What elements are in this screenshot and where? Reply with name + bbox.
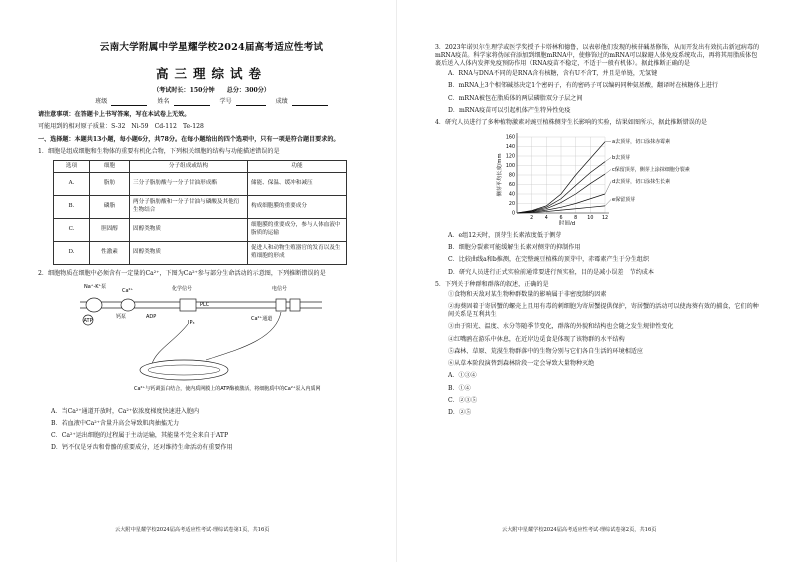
series-label: c保留顶芽，侧芽上涂抹细胞分裂素 bbox=[612, 167, 690, 173]
diagram-label-electric: 电信号 bbox=[272, 285, 288, 292]
table-cell: 性激素 bbox=[90, 241, 130, 264]
table-cell: 脂肪 bbox=[90, 172, 130, 195]
question-4-option-c: C．比较曲线a和b推测，在完整豌豆植株的顶芽中，赤霉素产生于分生组织 bbox=[448, 256, 650, 264]
na-k-pump-shape bbox=[86, 298, 102, 312]
question-5-item: ④红嘴鸥在游乐中休息，在近岸边觅食是体现了该物群的水平结构 bbox=[448, 335, 625, 343]
table-row bbox=[54, 195, 347, 218]
question-4-option-a: A．e组12天时，顶芽生长素浓度低于侧芽 bbox=[448, 232, 562, 240]
y-tick-label: 160 bbox=[505, 135, 515, 141]
table-cell: D. bbox=[54, 241, 90, 264]
table-cell: 固醇类物质 bbox=[130, 218, 248, 241]
diagram-label-plc: PLC bbox=[200, 301, 210, 308]
question-4-option-b: B．细胞分裂素可能缓解生长素对侧芽的抑制作用 bbox=[448, 244, 581, 252]
question-2-stem: 2．细胞物质在细胞中必须含有一定量的Ca²⁺，下图为Ca²⁺参与部分生命活动的示意图，下列推断错误的是 bbox=[38, 269, 326, 277]
x-tick-label: 2 bbox=[530, 216, 534, 221]
question-3-option-d: D．mRNA疫苗可以引起机体产生特异性免疫 bbox=[448, 106, 571, 114]
y-tick-label: 60 bbox=[508, 183, 515, 189]
question-5-option-a: A．①③④ bbox=[448, 372, 477, 380]
page-two-footer: 云大附中星耀学校2024届高考适应性考试·理综试卷第2页，共16页 bbox=[502, 527, 657, 533]
table-header-row bbox=[54, 160, 347, 172]
field-name: 姓名 bbox=[155, 98, 211, 105]
x-tick-label: 8 bbox=[574, 216, 578, 221]
student-fields bbox=[38, 98, 385, 106]
diagram-label-ip3: IP₃ bbox=[188, 319, 195, 326]
chart-svg bbox=[495, 129, 725, 225]
exam-title: 高三理综试卷 bbox=[155, 65, 267, 81]
diagram-caption: Ca²⁺与钙调蛋白结合，使内质网膜上的ATP酶被激活，将细胞质中的Ca²⁺泵入内质网 bbox=[134, 385, 321, 392]
table-header: 功能 bbox=[248, 160, 347, 172]
question-3-option-c: C．mRNA被包在脂质体的两层磷脂双分子层之间 bbox=[448, 94, 583, 102]
legend-leader bbox=[605, 170, 611, 175]
table-cell: 两分子脂肪酸和一分子甘油与磷酸及其他衍生物结合 bbox=[130, 195, 248, 218]
diagram-label-signal: 化学信号 bbox=[172, 285, 193, 292]
question-1-stem: 1．细胞是组成细胞和生物体的重要有机化合物，下列相关细胞的结构与功能描述错误的是 bbox=[38, 147, 280, 155]
y-tick-label: 140 bbox=[505, 145, 515, 151]
series-label: e保留顶芽 bbox=[612, 197, 636, 203]
table-header: 细胞 bbox=[90, 160, 130, 172]
table-cell: B. bbox=[54, 195, 90, 218]
table-header: 分子组成或结构 bbox=[130, 160, 248, 172]
table-cell: 磷脂 bbox=[90, 195, 130, 218]
legend-leader bbox=[605, 200, 611, 206]
field-number: 学号 bbox=[217, 98, 267, 105]
x-tick-label: 12 bbox=[601, 216, 609, 221]
table-cell: 促进人和动物生殖器官的发育以及生殖细胞的形成 bbox=[248, 241, 347, 264]
x-tick-label: 10 bbox=[587, 216, 594, 221]
table-cell: 三分子脂肪酸与一分子甘油形成酯 bbox=[130, 172, 248, 195]
question-5-option-d: D．②⑤ bbox=[448, 408, 472, 416]
table-row bbox=[54, 172, 347, 195]
y-tick-label: 0 bbox=[511, 211, 515, 217]
question-2-option-c: C．Ca²⁺运出细胞的过程属于主动运输，其能量不完全来自于ATP bbox=[51, 432, 229, 440]
section-heading: 一、选择题：本题共13小题，每小题6分，共78分。在每小题给出的四个选项中，只有一项是符合题目要求的。 bbox=[38, 135, 340, 143]
table-cell: 胆固醇 bbox=[90, 218, 130, 241]
calcium-signaling-diagram bbox=[76, 280, 385, 405]
lateral-bud-chart bbox=[495, 129, 760, 228]
table-cell: 储能、保温、缓冲和减压 bbox=[248, 172, 347, 195]
question-3-option-b: B．mRNA上3个相邻碱基决定1个密码子，有的密码子可以编码同种氨基酸，翻译时在核糖体上进行 bbox=[448, 82, 718, 90]
school-title: 云南大学附属中学星耀学校2024届高考适应性考试 bbox=[99, 42, 324, 53]
diagram-label-ca-pump: 钙泵 bbox=[116, 313, 127, 320]
legend-leader bbox=[605, 158, 611, 162]
question-4-option-d: D．研究人员进行正式实验前通常要进行预实验，目的是减小误差 节约成本 bbox=[448, 268, 654, 276]
question-3-stem: 3．2023年诺贝尔生理学或医学奖授予卡塔林和德鲁，以表彰他们发现的核苷碱基修饰，从而开发出有效抗击新冠病毒的mRNA疫苗。科学家将伪尿苷添加到细胞mRNA中，使修饰过的mRNA可以躲避人体免疫系统攻击，再将其用脂质体包裹后送入人体内发挥免疫预防作用（RNA疫苗不稳定，不适于一般有机体）。据此推断正确的是 bbox=[435, 44, 760, 68]
question-5-option-b: B．①④ bbox=[448, 384, 471, 392]
table-row bbox=[54, 218, 347, 241]
y-tick-label: 120 bbox=[505, 154, 515, 160]
er-shape bbox=[140, 360, 228, 380]
table-cell: C. bbox=[54, 218, 90, 241]
diagram-label-na-k: Na⁺-K⁺泵 bbox=[84, 283, 107, 290]
question-5-item: ③由于阳光、温度、水分等随季节变化，群落的外貌和结构也会随之发生规律性变化 bbox=[448, 323, 674, 331]
series-label: b去顶芽 bbox=[612, 155, 631, 161]
diagram-label-channel: Ca²⁺通道 bbox=[251, 315, 273, 322]
page-two bbox=[397, 0, 794, 562]
y-tick-label: 40 bbox=[508, 192, 515, 198]
series-label: d去顶芽，切口涂抹生长素 bbox=[612, 179, 671, 185]
question-5-item: ①食物和天敌对某生物种群数量的影响属于非密度制约因素 bbox=[448, 290, 607, 298]
table-cell: 固醇类物质 bbox=[130, 241, 248, 264]
diagram-label-atp: ATP bbox=[83, 317, 93, 324]
diagram-label-ca-top: Ca²⁺ bbox=[122, 287, 134, 294]
question-5-stem: 5．下列关于种群和群落的叙述，正确的是 bbox=[435, 280, 549, 288]
y-tick-label: 100 bbox=[505, 164, 515, 170]
y-tick-label: 80 bbox=[508, 173, 515, 179]
table-row bbox=[54, 241, 347, 264]
question-2-option-a: A．当Ca²⁺通道开放时，Ca²⁺依浓度梯度快速进入胞内 bbox=[51, 407, 200, 415]
legend-leader bbox=[605, 182, 611, 195]
y-axis-label: 侧芽平均长度/mm bbox=[497, 153, 503, 197]
question-4-stem: 4．研究人员进行了多种植物激素对豌豆植株侧芽生长影响的实验，结果如图所示，据此推断错误的是 bbox=[435, 118, 708, 126]
y-tick-label: 20 bbox=[508, 202, 515, 208]
question-5-option-c: C．②③⑤ bbox=[448, 396, 478, 404]
diagram-svg bbox=[76, 280, 326, 402]
question-5-item: ⑤森林、草原、荒漠生物群落中的生物分别与它们各自生活的环境相适应 bbox=[448, 347, 643, 355]
x-tick-label: 4 bbox=[544, 216, 548, 221]
atomic-masses: 可能用到的相对原子质量：S-32 Ni-59 Cd-112 Te-128 bbox=[38, 123, 204, 131]
question-5-item: ②海葵固着于寄居蟹的螺壳上且用有毒的刺细胞为寄居蟹提供保护，寄居蟹的活动可以使海葵有效的捕食，它们的种间关系是互利共生 bbox=[448, 303, 759, 319]
table-cell: 构成细胞膜的重要成分 bbox=[248, 195, 347, 218]
table-cell: A. bbox=[54, 172, 90, 195]
page-one-footer: 云大附中星耀学校2024届高考适应性考试·理综试卷第1页，共16页 bbox=[115, 527, 270, 533]
question-1-table bbox=[53, 160, 347, 265]
field-score: 成绩 bbox=[274, 98, 330, 105]
x-tick-label: 6 bbox=[559, 216, 563, 221]
table-header: 选项 bbox=[54, 160, 90, 172]
question-2-option-b: B．若血液中Ca²⁺含量升高会导致肌肉抽搐无力 bbox=[51, 420, 180, 427]
time-info: （考试时长：150分钟 总分：300分） bbox=[153, 87, 270, 95]
table-cell: 细胞膜的重要成分，参与人体血液中脂质的运输 bbox=[248, 218, 347, 241]
field-class: 班级 bbox=[93, 98, 149, 105]
series-label: a去顶芽，切口涂抹赤霉素 bbox=[612, 139, 671, 145]
question-2-option-d: D．钙不仅是牙齿和骨骼的重要成分，还对维持生命活动有重要作用 bbox=[51, 444, 233, 452]
notice: 请注意事项：在答题卡上书写答案，写在本试卷上无效。 bbox=[38, 111, 191, 119]
x-axis-label: 时间/d bbox=[558, 221, 576, 225]
question-5-item: ⑥从草本阶段演替到森林阶段一定会导致大量物种灭绝 bbox=[448, 360, 595, 368]
question-3-option-a: A．RNA与DNA不同的是RNA含有核糖，含有U不含T，并且是单链，无氢键 bbox=[448, 70, 658, 78]
diagram-label-adp: ADP bbox=[146, 313, 157, 320]
